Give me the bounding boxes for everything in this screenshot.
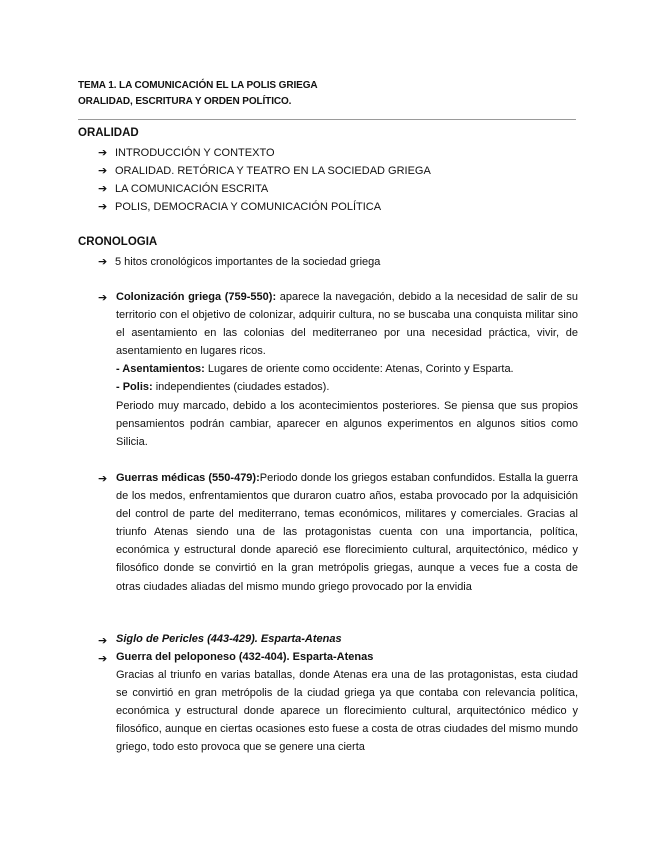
colonizacion-block	[116, 288, 578, 451]
oralidad-item-4: ➔ POLIS, DEMOCRACIA Y COMUNICACIÓN POLÍTICA	[98, 201, 382, 213]
guerra-peloponeso-block	[116, 666, 578, 756]
oralidad-item-2: ➔ ORALIDAD. RETÓRICA Y TEATRO EN LA SOCIEDAD GRIEGA	[98, 165, 431, 177]
oralidad-item-1: ➔ INTRODUCCIÓN Y CONTEXTO	[98, 147, 275, 159]
colonizacion-paragraph: Colonización griega (759-550): aparece la navegación, debido a la necesidad de salir de su territorio con el objetivo de colonizar, adquirir cultura, no se buscaba una conquista militar sino el asentamiento en las colonias del mediterraneo por una necesidad práctica, vivir, de asentamiento en lugares ricos.	[116, 291, 578, 358]
guerra-peloponeso-paragraph: Gracias al triunfo en varias batallas, donde Atenas era una de las protagonistas, esta ciudad se convirtió en gran metrópolis de la ciudad griega ya que contaba con relevancia política, económica y estructural donde aparece un florecimiento cultural, arquitectónico médico y filosófico, aunque en ciertas ocasiones esto fuese a costa de otras ciudades del mismo mundo griego, todo esto provoca que se genere una cierta	[116, 669, 578, 754]
guerra-peloponeso-title: Guerra del peloponeso (432-404). Esparta-Atenas	[116, 651, 374, 663]
arrow-icon: ➔	[98, 653, 108, 665]
colonizacion-title: Colonización griega (759-550):	[116, 291, 277, 303]
arrow-icon: ➔	[98, 635, 108, 647]
oralidad-item-3: ➔ LA COMUNICACIÓN ESCRITA	[98, 183, 269, 195]
document-title-line-2: ORALIDAD, ESCRITURA Y ORDEN POLÍTICO.	[78, 96, 292, 107]
periodo-paragraph: Periodo muy marcado, debido a los acontecimientos posteriores. Se piensa que sus propios pensamientos podrán cambiar, aparecer en algunos experimentos en algunos sitios como Silicia.	[116, 399, 578, 448]
cronologia-heading: CRONOLOGIA	[78, 236, 158, 248]
arrow-icon: ➔	[98, 256, 108, 268]
arrow-icon: ➔	[98, 473, 108, 485]
arrow-icon: ➔	[98, 165, 108, 177]
arrow-icon: ➔	[98, 147, 108, 159]
oralidad-heading: ORALIDAD	[78, 127, 139, 139]
guerras-medicas-block	[116, 469, 578, 596]
arrow-icon: ➔	[98, 292, 108, 304]
asentamientos-line: - Asentamientos: Lugares de oriente como occidente: Atenas, Corinto y Esparta.	[116, 363, 514, 376]
arrow-icon: ➔	[98, 183, 108, 195]
document-title-line-1: TEMA 1. LA COMUNICACIÓN EL LA POLIS GRIEGA	[78, 80, 318, 91]
cronologia-intro: ➔ 5 hitos cronológicos importantes de la sociedad griega	[98, 256, 381, 268]
siglo-pericles-title: Siglo de Pericles (443-429). Esparta-Atenas	[116, 633, 342, 645]
header-divider	[78, 119, 576, 120]
guerras-medicas-paragraph: Guerras médicas (550-479):Periodo donde los griegos estaban confundidos. Estalla la guerra de los medos, enfrentamientos que duraron cuatro años, estaba provocado por la adquisición del control de parte del mediterrano, temas económicos, militares y comerciales. Gracias al triunfo Atenas siendo una de las protagonistas cuenta con una importancia, política, económica y estructural donde apareció ese florecimiento cultural, arquitectónico, médico y filosófico donde se convirtió en la gran metrópolis griegas, aunque a veces fue a costa de otras ciudades aliadas del mismo mundo griego provocado por la envidia	[116, 472, 578, 593]
polis-line: - Polis: independientes (ciudades estados).	[116, 381, 330, 394]
arrow-icon: ➔	[98, 201, 108, 213]
guerras-medicas-title: Guerras médicas (550-479):	[116, 472, 260, 484]
